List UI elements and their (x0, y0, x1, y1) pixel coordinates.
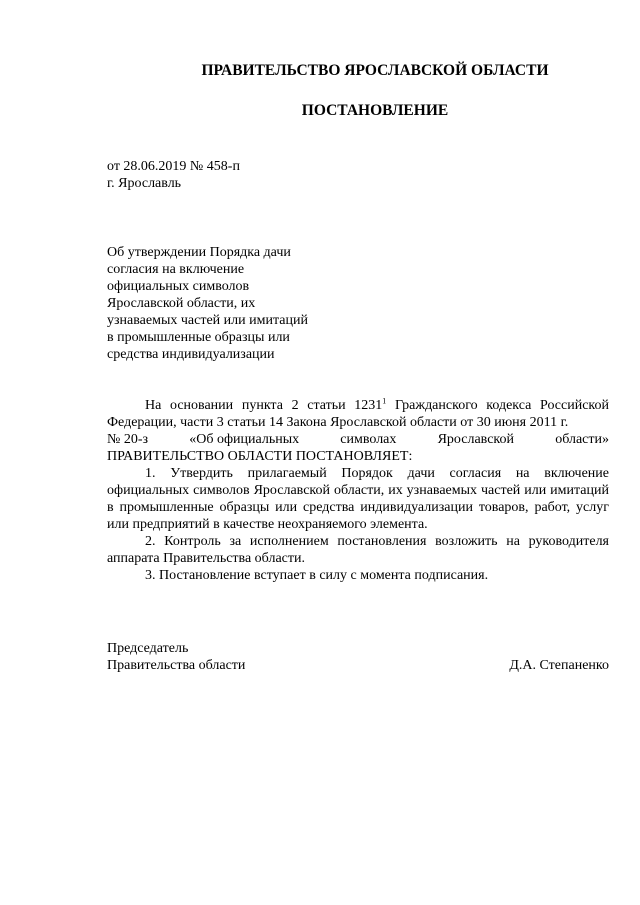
basis-post: Гражданского кодекса Российской Федерации, части 3 статьи 14 Закона Ярославской области от 30 июня 2011 г. (107, 398, 609, 430)
government-title: ПРАВИТЕЛЬСТВО ЯРОСЛАВСКОЙ ОБЛАСТИ (201, 62, 549, 79)
document-type: ПОСТАНОВЛЕНИЕ (301, 102, 449, 119)
signature-block (107, 640, 609, 674)
basis-superscript: 1 (382, 396, 387, 406)
document-subject (107, 244, 357, 363)
resolution-item: 3. Постановление вступает в силу с момента подписания. (145, 568, 489, 583)
subject-line: Ярославской области, их (107, 296, 256, 311)
legal-basis-law (107, 431, 609, 448)
city: г. Ярославль (107, 176, 182, 191)
resolution-item: 2. Контроль за исполнением постановления возложить на руководителя аппарата Правительства области. (107, 534, 609, 566)
law-part: области» (555, 432, 609, 447)
date-number: от 28.06.2019 № 458-п (107, 159, 240, 174)
signer-name: Д.А. Степаненко (509, 658, 609, 673)
law-part: Ярославской (437, 432, 515, 447)
law-part: № 20-з (107, 432, 149, 447)
subject-line: согласия на включение (107, 262, 245, 277)
document-body (107, 397, 609, 584)
law-part: символах (340, 432, 397, 447)
subject-line: узнаваемых частей или имитаций (107, 313, 308, 328)
subject-line: в промышленные образцы или (107, 330, 290, 345)
subject-line: Об утверждении Порядка дачи (107, 245, 291, 260)
signature-row (107, 657, 609, 674)
subject-line: средства индивидуализации (107, 347, 275, 362)
document-meta (107, 158, 240, 192)
resolves-line: ПРАВИТЕЛЬСТВО ОБЛАСТИ ПОСТАНОВЛЯЕТ: (107, 449, 413, 464)
resolution-item: 1. Утвердить прилагаемый Порядок дачи согласия на включение официальных символов Ярославской области, их узнаваемых частей или имитаций в промышленные образцы или средства индивидуализации товаров, работ, услуг или предприятий в качестве неохраняемого элемента. (107, 466, 609, 532)
signer-position-line2: Правительства области (107, 658, 246, 673)
subject-line: официальных символов (107, 279, 250, 294)
legal-basis (107, 397, 609, 431)
law-part: «Об официальных (189, 432, 300, 447)
basis-pre: На основании пункта 2 статьи 1231 (145, 398, 383, 413)
signer-position-line1: Председатель (107, 641, 189, 656)
